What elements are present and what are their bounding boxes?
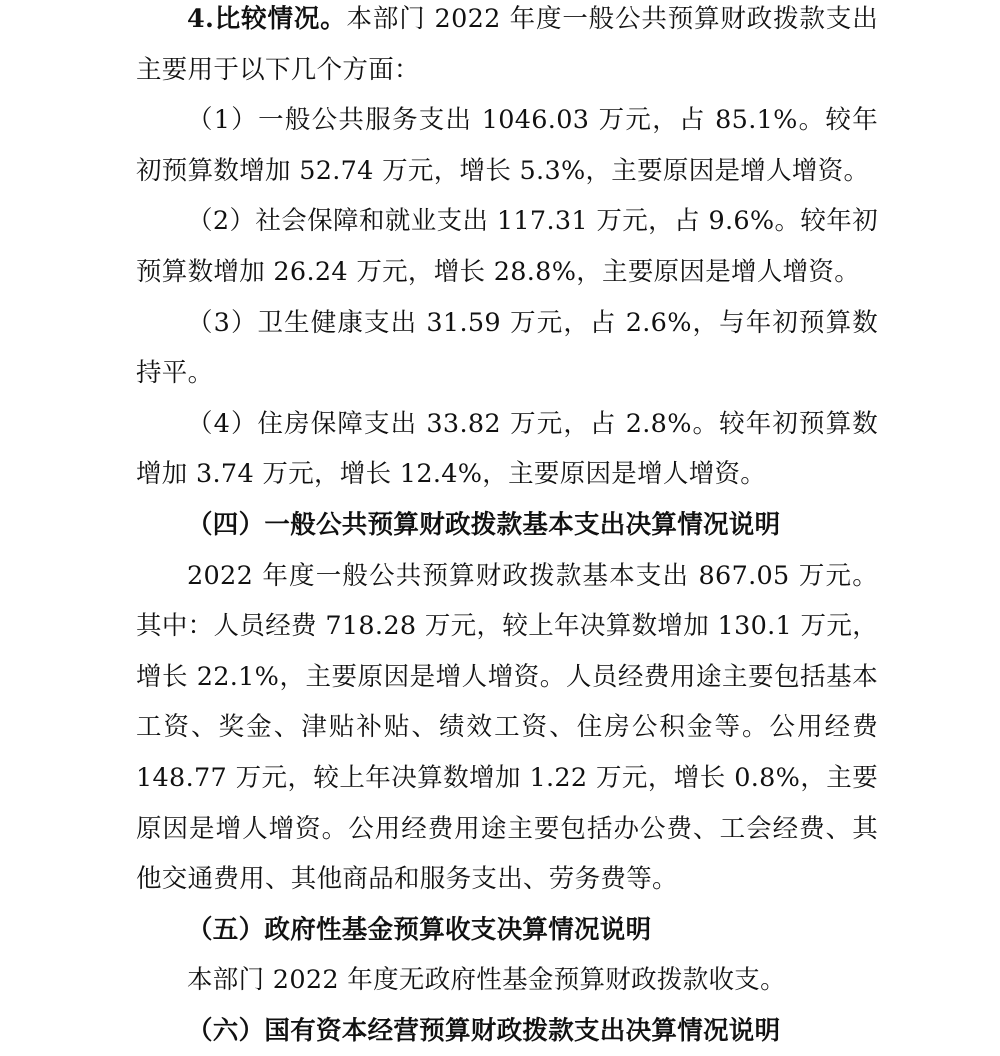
paragraph-text: 本部门 2022 年度一般公共预算财政拨款支出主要用于以下几个方面： <box>136 4 878 85</box>
document-page <box>136 0 878 1056</box>
paragraph-government-fund: 本部门 2022 年度无政府性基金预算财政拨款收支。 <box>187 965 786 996</box>
paragraph-housing: （4）住房保障支出 33.82 万元，占 2.8%。较年初预算数增加 3.74 万元，增长 12.4%，主要原因是增人增资。 <box>136 408 878 490</box>
section-heading-state-capital: （六）国有资本经营预算财政拨款支出决算情况说明 <box>187 1015 781 1046</box>
section-heading-basic-expenditure: （四）一般公共预算财政拨款基本支出决算情况说明 <box>187 509 781 540</box>
paragraph-social-security: （2）社会保障和就业支出 117.31 万元，占 9.6%。较年初预算数增加 26.24 万元，增长 28.8%，主要原因是增人增资。 <box>136 206 878 287</box>
paragraph-lead: 4.比较情况。 <box>187 4 347 34</box>
paragraph-basic-expenditure: 2022 年度一般公共预算财政拨款基本支出 867.05 万元。其中：人员经费 718.28 万元，较上年决算数增加 130.1 万元，增长 22.1%，主要原因是增人增资。人员经费用途主要包括基本工资、奖金、津贴补贴、绩效工资、住房公积金等。公用经费 148.77 万元，较上年决算数增加 1.22 万元，增长 0.8%，主要原因是增人增资。公用经费用途主要包括办公费、工会经费、其他交通费用、其他商品和服务支出、劳务费等。 <box>136 560 878 895</box>
section-heading-government-fund: （五）政府性基金预算收支决算情况说明 <box>187 914 652 945</box>
paragraph-health: （3）卫生健康支出 31.59 万元，占 2.6%，与年初预算数持平。 <box>136 307 878 389</box>
paragraph-comparison <box>136 0 878 95</box>
paragraph-general-public-services: （1）一般公共服务支出 1046.03 万元，占 85.1%。较年初预算数增加 52.74 万元，增长 5.3%，主要原因是增人增资。 <box>136 105 878 186</box>
